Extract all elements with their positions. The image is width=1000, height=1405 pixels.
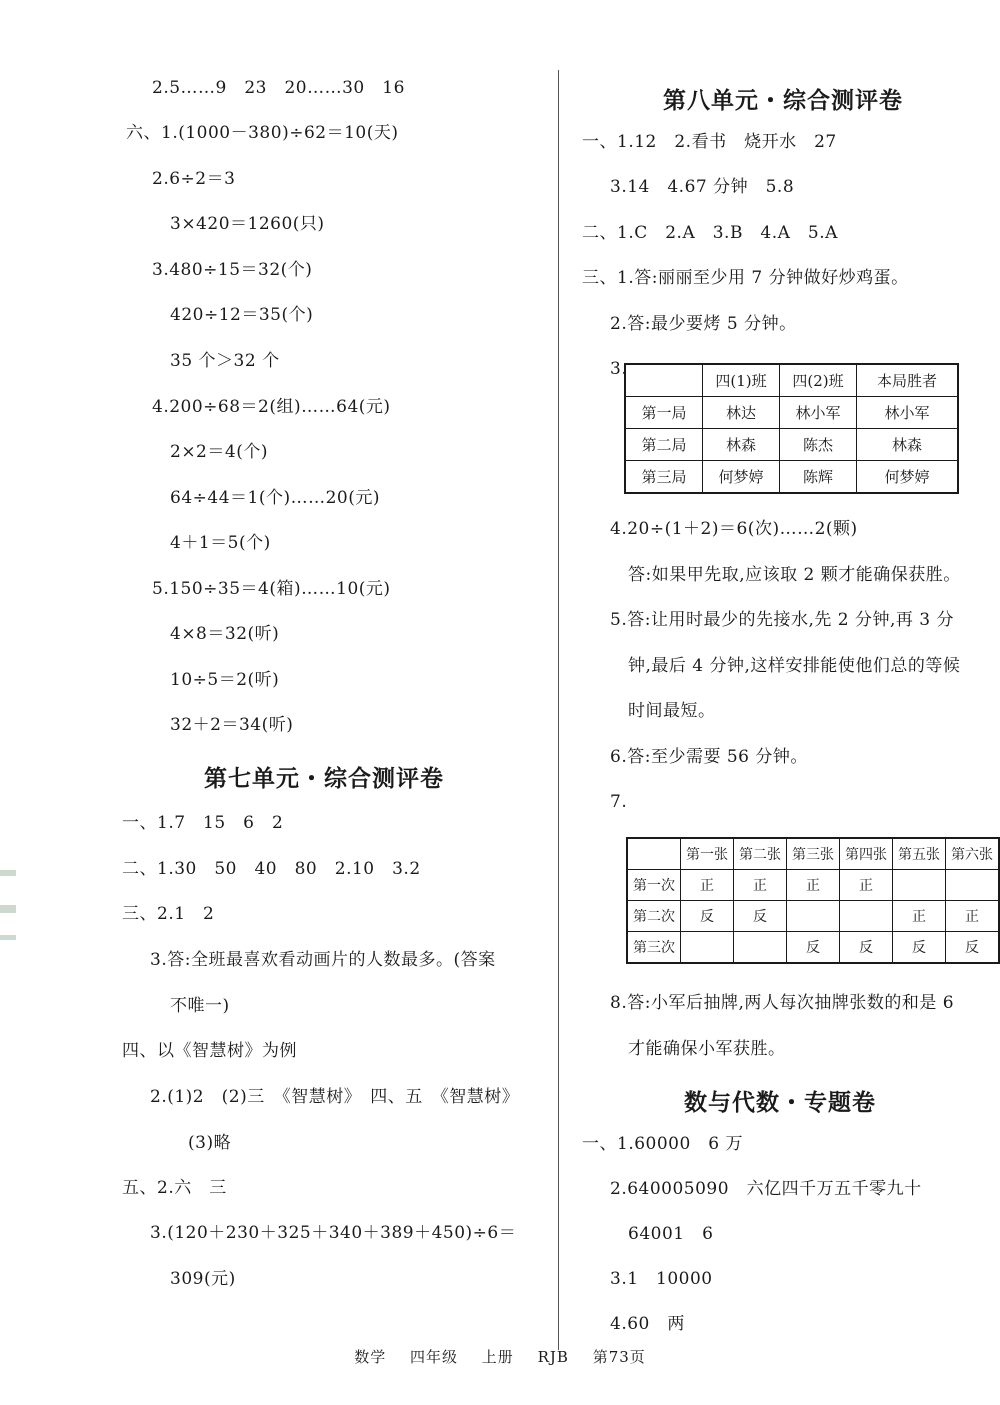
answer-line: 309(元) — [170, 1269, 236, 1289]
answer-line: 3.14 4.67 分钟 5.8 — [610, 177, 795, 197]
table-header-row — [627, 838, 999, 870]
table-cell: 反 — [893, 932, 946, 964]
table-cell — [946, 870, 1000, 901]
table-cell: 林森 — [703, 429, 780, 461]
answer-line: 2.5……9 23 20……30 16 — [152, 78, 405, 98]
answer-line: 8.答:小军后抽牌,两人每次抽牌张数的和是 6 — [610, 993, 955, 1013]
answer-line: 3.1 10000 — [610, 1269, 713, 1289]
table-cell — [627, 838, 681, 870]
table-cell: 林小军 — [857, 397, 959, 429]
table-cell: 何梦婷 — [857, 461, 959, 494]
table-cell: 陈辉 — [780, 461, 857, 494]
table-cell: 第六张 — [946, 838, 1000, 870]
table-row — [627, 870, 999, 901]
table-cell: 反 — [787, 932, 840, 964]
table-row — [627, 901, 999, 932]
column-divider — [558, 70, 559, 1350]
table-cell: 第二次 — [627, 901, 681, 932]
table-cell — [625, 364, 703, 397]
table-cell — [681, 932, 734, 964]
answer-line: (3)略 — [188, 1133, 232, 1153]
answer-line: 64÷44＝1(个)……20(元) — [170, 488, 380, 508]
section-title-unit8: 第八单元・综合测评卷 — [663, 88, 903, 114]
table-cell — [787, 901, 840, 932]
scan-artifact — [0, 935, 16, 940]
answer-line: 不唯一) — [170, 996, 230, 1016]
table-cell: 四(1)班 — [703, 364, 780, 397]
answer-line: 7. — [610, 792, 628, 812]
table-cell: 陈杰 — [780, 429, 857, 461]
table-row — [625, 397, 958, 429]
table-cell: 第二局 — [625, 429, 703, 461]
table-cell: 林达 — [703, 397, 780, 429]
answer-line: 64001 6 — [628, 1224, 714, 1244]
answer-line: 4＋1＝5(个) — [170, 533, 271, 553]
answer-line: 4×8＝32(听) — [170, 624, 280, 644]
table-cell: 第三局 — [625, 461, 703, 494]
table-cell: 反 — [734, 901, 787, 932]
table-cell: 反 — [840, 932, 893, 964]
table-cell: 第一次 — [627, 870, 681, 901]
table-cell: 第一局 — [625, 397, 703, 429]
answer-line: 6.答:至少需要 56 分钟。 — [610, 747, 808, 767]
table-row — [627, 932, 999, 964]
answer-line: 2×2＝4(个) — [170, 442, 268, 462]
table-cell: 正 — [787, 870, 840, 901]
answer-line: 一、1.12 2.看书 烧开水 27 — [582, 132, 837, 152]
table-cell — [840, 901, 893, 932]
section-title-unit7: 第七单元・综合测评卷 — [204, 766, 444, 792]
answer-line: 32＋2＝34(听) — [170, 715, 294, 735]
answer-line: 一、1.7 15 6 2 — [122, 813, 284, 833]
table-cell: 正 — [840, 870, 893, 901]
table-cell: 反 — [946, 932, 1000, 964]
page-number: 第73页 — [592, 1348, 646, 1366]
answer-line: 四、以《智慧树》为例 — [122, 1041, 297, 1061]
table-row — [625, 429, 958, 461]
answer-line: 2.640005090 六亿四千万五千零九十 — [610, 1179, 922, 1199]
table-cell: 正 — [893, 901, 946, 932]
answer-line: 3.答:全班最喜欢看动画片的人数最多。(答案 — [150, 950, 496, 970]
answer-line: 二、1.30 50 40 80 2.10 3.2 — [122, 859, 421, 879]
answer-line: 10÷5＝2(听) — [170, 670, 280, 690]
table-cell: 第一张 — [681, 838, 734, 870]
answer-line: 二、1.C 2.A 3.B 4.A 5.A — [582, 223, 838, 243]
answer-line: 2.答:最少要烤 5 分钟。 — [610, 314, 797, 334]
table-cell — [734, 932, 787, 964]
scan-artifact — [0, 905, 16, 913]
table-cell: 第三张 — [787, 838, 840, 870]
table-cell: 本局胜者 — [857, 364, 959, 397]
answer-line: 六、1.(1000－380)÷62＝10(天) — [126, 123, 399, 143]
answer-line: 35 个＞32 个 — [170, 351, 280, 371]
footer-subject: 数学 — [354, 1348, 387, 1366]
game-result-table — [624, 363, 959, 494]
footer-edition: RJB — [537, 1348, 569, 1366]
answer-line: 4.60 两 — [610, 1314, 685, 1334]
table-cell: 正 — [734, 870, 787, 901]
footer-grade: 四年级 — [409, 1348, 458, 1366]
answer-line: 3×420＝1260(只) — [170, 214, 325, 234]
table-header-row — [625, 364, 958, 397]
answer-line: 三、1.答:丽丽至少用 7 分钟做好炒鸡蛋。 — [582, 268, 909, 288]
answer-line: 一、1.60000 6 万 — [582, 1134, 744, 1154]
answer-line: 答:如果甲先取,应该取 2 颗才能确保获胜。 — [628, 565, 961, 585]
answer-line: 420÷12＝35(个) — [170, 305, 314, 325]
section-title-special: 数与代数・专题卷 — [684, 1090, 876, 1116]
answer-line: 2.(1)2 (2)三 《智慧树》 四、五 《智慧树》 — [150, 1087, 520, 1107]
answer-line: 3. — [610, 359, 628, 379]
answer-line: 4.20÷(1＋2)＝6(次)……2(颗) — [610, 519, 858, 539]
table-row — [625, 461, 958, 494]
page-footer — [0, 1346, 1000, 1367]
answer-line: 五、2.六 三 — [122, 1178, 227, 1198]
table-cell: 正 — [681, 870, 734, 901]
table-cell: 林小军 — [780, 397, 857, 429]
table-cell: 正 — [946, 901, 1000, 932]
answer-line: 3.(120＋230＋325＋340＋389＋450)÷6＝ — [150, 1223, 517, 1243]
answer-line: 5.150÷35＝4(箱)……10(元) — [152, 579, 391, 599]
answer-line: 5.答:让用时最少的先接水,先 2 分钟,再 3 分 — [610, 610, 955, 630]
table-cell: 反 — [681, 901, 734, 932]
table-cell: 四(2)班 — [780, 364, 857, 397]
table-cell: 林森 — [857, 429, 959, 461]
table-cell: 第五张 — [893, 838, 946, 870]
answer-line: 才能确保小军获胜。 — [628, 1039, 786, 1059]
answer-line: 4.200÷68＝2(组)……64(元) — [152, 397, 391, 417]
answer-line: 三、2.1 2 — [122, 904, 215, 924]
table-cell — [893, 870, 946, 901]
answer-line: 时间最短。 — [628, 701, 716, 721]
answer-line: 2.6÷2＝3 — [152, 169, 236, 189]
footer-volume: 上册 — [481, 1348, 514, 1366]
scan-artifact — [0, 870, 16, 876]
answer-line: 3.480÷15＝32(个) — [152, 260, 313, 280]
table-cell: 第三次 — [627, 932, 681, 964]
table-cell: 第四张 — [840, 838, 893, 870]
table-cell: 何梦婷 — [703, 461, 780, 494]
table-cell: 第二张 — [734, 838, 787, 870]
card-flip-table — [626, 837, 1000, 964]
answer-line: 钟,最后 4 分钟,这样安排能使他们总的等候 — [628, 656, 961, 676]
